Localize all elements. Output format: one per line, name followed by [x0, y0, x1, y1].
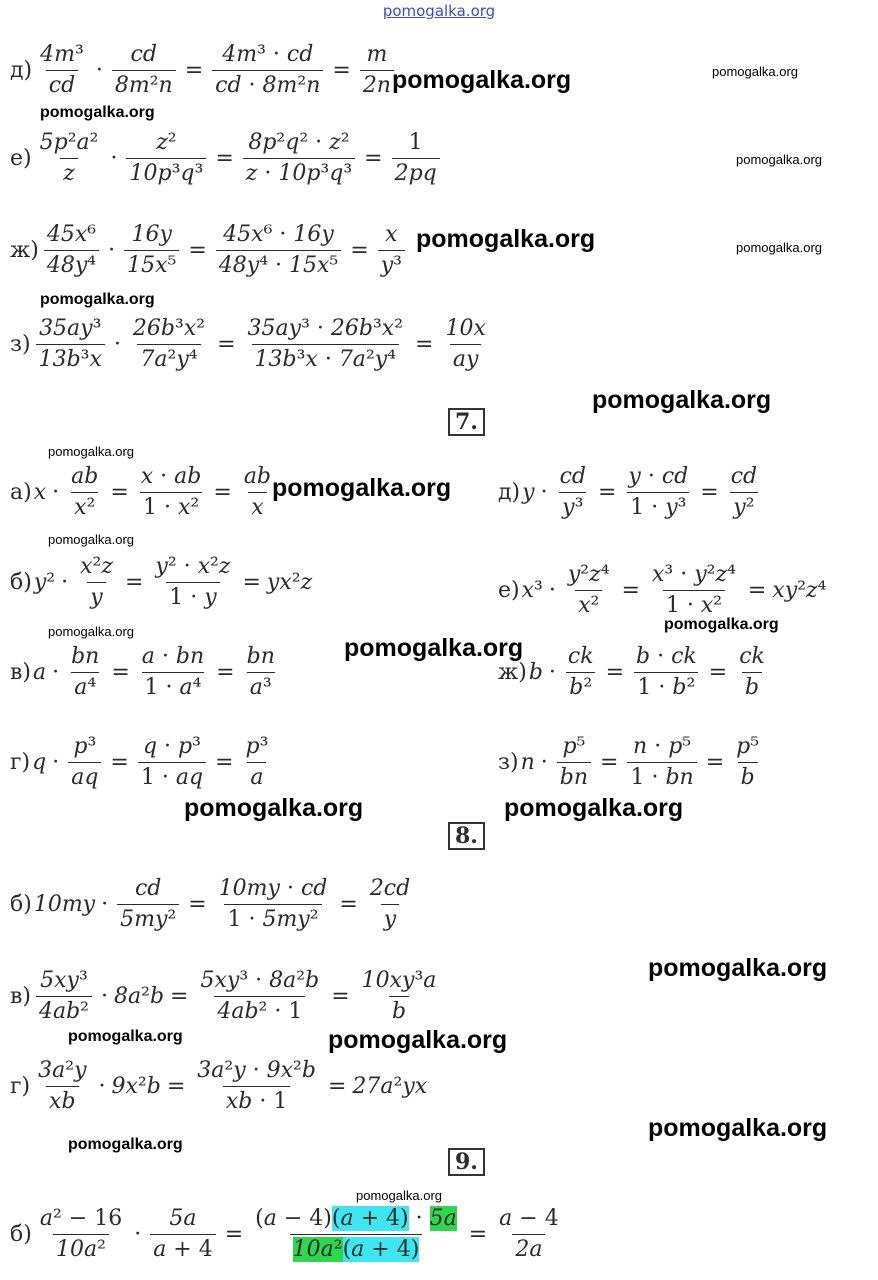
label-d: д)	[498, 480, 521, 505]
formula-6d: д) $\frac{\text{4m³}}{cd}$ · $\frac{cd}{\text{8m²n}}$ = $\frac{\text{4m³ · cd}}{\text{cd · 8m²n}}$ = $\frac{m}{2n}$	[10, 40, 397, 101]
watermark: pomogalka.org	[504, 794, 684, 822]
formula-7zh: ж) b · $\frac{ck}{\text{b²}}$ = $\frac{b \cdot ck}{\text{1 · b²}}$ = $\frac{ck}{b}$	[498, 642, 771, 703]
label-zh: ж)	[10, 238, 39, 263]
watermark: pomogalka.org	[592, 386, 772, 414]
watermark-small: pomogalka.org	[48, 624, 134, 639]
watermark-medium: pomogalka.org	[68, 1028, 183, 1045]
label-v: в)	[10, 984, 31, 1009]
formula-7a: а) x · $\frac{ab}{\text{x²}}$ = $\frac{x \cdot ab}{\text{1 · x²}}$ = $\frac{ab}{x}$	[10, 462, 277, 523]
highlight-cancel: (a + 4)	[331, 1206, 409, 1231]
formula-6zh: ж) $\frac{\text{45x⁶}}{\text{48y⁴}}$ · $\frac{16y}{\text{15x⁵}}$ = $\frac{\text{45x⁶ · 16y}}{\text{48y⁴ · 15x⁵}}$ = $\frac{x}{\text{y³}}$	[10, 220, 408, 281]
task-number-7: 7.	[448, 408, 485, 436]
watermark-small: pomogalka.org	[48, 444, 134, 459]
label-e: е)	[498, 578, 520, 603]
watermark: pomogalka.org	[648, 954, 828, 982]
watermark: pomogalka.org	[184, 794, 364, 822]
label-d: д)	[10, 58, 33, 83]
watermark-medium: pomogalka.org	[664, 616, 779, 633]
watermark-small: pomogalka.org	[356, 1188, 442, 1203]
highlight-cancel: (a + 4)	[342, 1237, 420, 1262]
formula-7e: е) x ³ · $\frac{\text{y²z⁴}}{\text{x²}}$ = $\frac{\text{x³ · y²z⁴}}{\text{1 · x²}}$ = xy ² z ⁴	[498, 560, 826, 621]
label-b: б)	[10, 1222, 32, 1247]
formula-6e: е) $\frac{\text{5p²a²}}{z}$ · $\frac{\text{z²}}{\text{10p³q³}}$ = $\frac{\text{8p²q² · z²}}{\text{z · 10p³q³}}$ = $\frac{1}{2pq}$	[10, 128, 443, 189]
watermark-medium: pomogalka.org	[68, 1136, 183, 1153]
formula-8g: г) $\frac{\text{3a²y}}{xb}$ · 9x ² b = $\frac{\text{3a²y · 9x²b}}{xb \cdot 1}$ = 27a ² yx	[10, 1056, 427, 1117]
watermark-small: pomogalka.org	[736, 240, 822, 255]
formula-9b: б) $\frac{\text{a² − 16}}{\text{10a²}}$ · $\frac{5a}{a + 4}$ = $\frac{(a - 4)(a + 4) \cdot 5a}{\text{10a²(a + 4)}}$ = $\frac{a - 4}{2a}$	[10, 1204, 565, 1265]
watermark: pomogalka.org	[416, 225, 596, 253]
label-b: б)	[10, 570, 32, 595]
label-v: в)	[10, 660, 31, 685]
watermark-small: pomogalka.org	[712, 64, 798, 79]
formula-7g: г) q · $\frac{\text{p³}}{aq}$ = $\frac{\text{q · p³}}{1 \cdot aq}$ = $\frac{\text{p³}}{a}$	[10, 732, 274, 793]
formula-7v: в) a · $\frac{bn}{\text{a⁴}}$ = $\frac{a \cdot bn}{\text{1 · a⁴}}$ = $\frac{bn}{\text{a³}}$	[10, 642, 281, 703]
watermark: pomogalka.org	[328, 1026, 508, 1054]
watermark: pomogalka.org	[648, 1114, 828, 1142]
formula-7d: д) y · $\frac{cd}{\text{y³}}$ = $\frac{y \cdot cd}{\text{1 · y³}}$ = $\frac{cd}{\text{y²}}$	[498, 462, 763, 523]
label-z: з)	[10, 332, 31, 357]
watermark: pomogalka.org	[392, 66, 572, 94]
label-a: а)	[10, 480, 32, 505]
label-g: г)	[10, 750, 31, 775]
highlight-cancel: 10a²	[292, 1237, 343, 1262]
label-e: е)	[10, 146, 32, 171]
label-zh: ж)	[498, 660, 527, 685]
watermark-medium: pomogalka.org	[40, 291, 155, 308]
watermark: pomogalka.org	[272, 474, 452, 502]
watermark-small: pomogalka.org	[48, 532, 134, 547]
formula-7z: з) n · $\frac{\text{p⁵}}{bn}$ = $\frac{\text{n · p⁵}}{1 \cdot bn}$ = $\frac{\text{p⁵}}{b}$	[498, 732, 765, 793]
watermark: pomogalka.org	[344, 634, 524, 662]
watermark-medium: pomogalka.org	[40, 104, 155, 121]
formula-8b: б) 10my · $\frac{cd}{\text{5my²}}$ = $\frac{10my \cdot cd}{\text{1 · 5my²}}$ = $\frac{2cd}{y}$	[10, 874, 416, 935]
site-header-link[interactable]: pomogalka.org	[382, 2, 496, 20]
watermark-small: pomogalka.org	[736, 152, 822, 167]
formula-8v: в) $\frac{\text{5xy³}}{\text{4ab²}}$ · 8a ² b = $\frac{\text{5xy³ · 8a²b}}{\text{4ab² · 1}}$ = $\frac{\text{10xy³a}}{b}$	[10, 966, 442, 1027]
formula-7b: б) y ² · $\frac{\text{x²z}}{y}$ = $\frac{\text{y² · x²z}}{1 \cdot y}$ = yx ² z	[10, 552, 312, 613]
label-z: з)	[498, 750, 519, 775]
task-number-8: 8.	[448, 822, 485, 850]
task-number-9: 9.	[448, 1148, 485, 1176]
formula-6z: з) $\frac{\text{35ay³}}{\text{13b³x}}$ · $\frac{\text{26b³x²}}{\text{7a²y⁴}}$ = $\frac{\text{35ay³ · 26b³x²}}{\text{13b³x · 7a²y⁴}}$ = $\frac{10x}{ay}$	[10, 314, 492, 375]
label-b: б)	[10, 892, 32, 917]
highlight-cancel: 5a	[429, 1206, 457, 1231]
label-g: г)	[10, 1074, 31, 1099]
